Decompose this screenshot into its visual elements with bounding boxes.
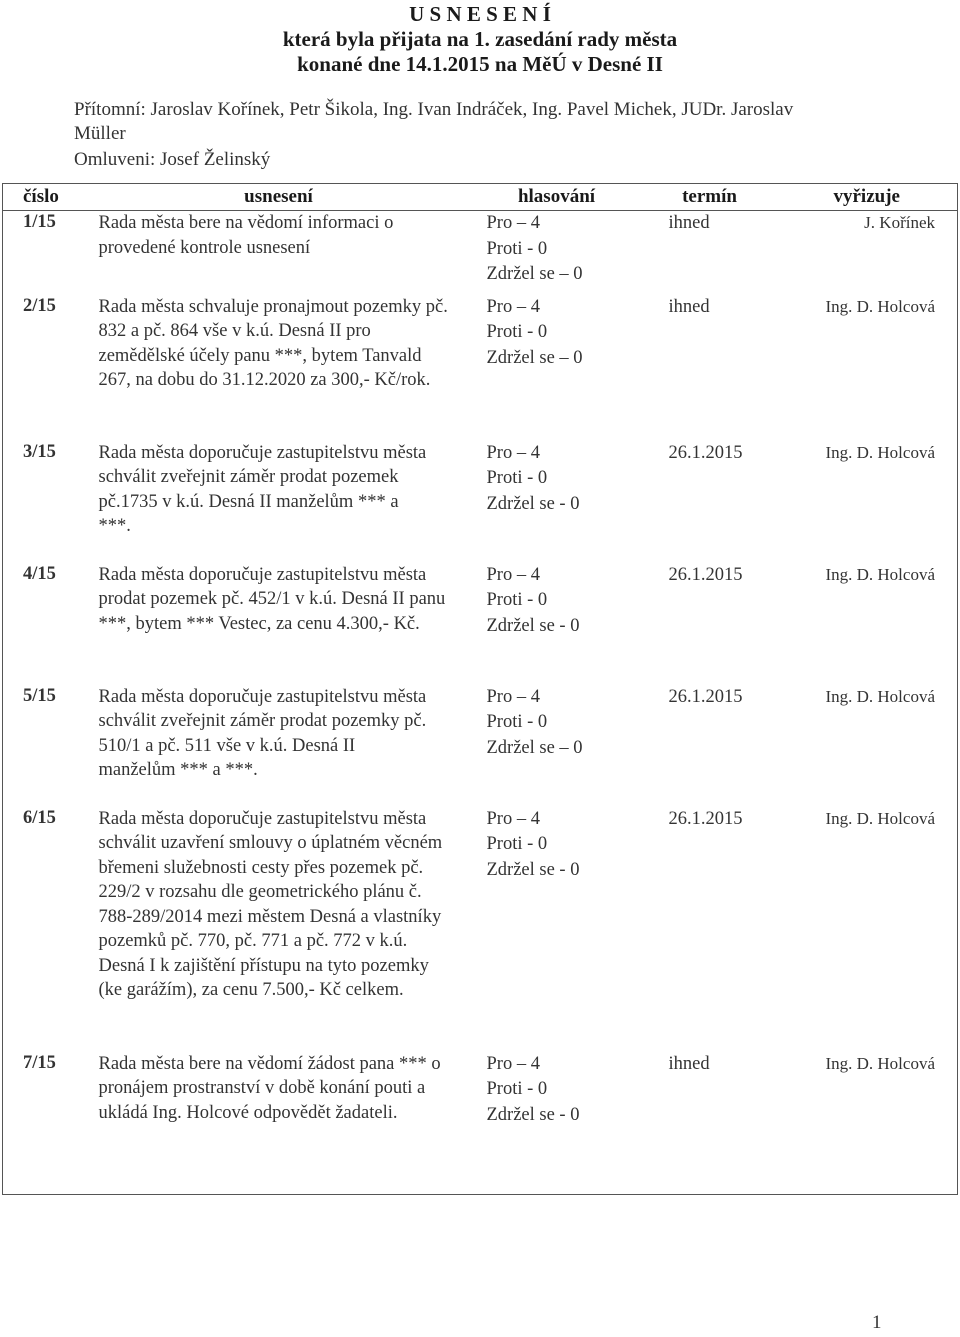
votes-for: Pro – 4 (486, 442, 540, 463)
resolution-votes (471, 807, 643, 1052)
resolution-votes (471, 685, 643, 807)
votes-abstain: Zdržel se - 0 (486, 859, 580, 880)
table-row (3, 1052, 958, 1195)
votes-abstain: Zdržel se – 0 (486, 347, 583, 368)
resolution-text: Rada města doporučuje zastupitelstvu města schválit uzavření smlouvy o úplatném věcném břemeni služebnosti cesty přes pozemek pč. 229/2 v rozsahu dle geometrického plánu č. 788-289/2014 mezi městem Desná a vlastníky pozemků pč. 770, pč. 771 a pč. 772 v k.ú. Desná I k zajištění přístupu na tyto pozemky (ke garážím), za cenu 7.500,- Kč celkem. (98, 808, 443, 1000)
votes-against: Proti - 0 (486, 834, 548, 854)
votes-for: Pro – 4 (486, 808, 540, 829)
resolution-number: 6/15 (23, 807, 56, 828)
resolution-text: Rada města doporučuje zastupitelstvu města prodat pozemek pč. 452/1 v k.ú. Desná II panu ***, bytem *** Vestec, za cenu 4.300,- Kč. (98, 564, 446, 634)
resolution-text: Rada města schvaluje pronajmout pozemky pč. 832 a pč. 864 vše v k.ú. Desná II pro zemědělské účely panu ***, bytem Tanvald 267, na dobu do 31.12.2020 za 300,- Kč/rok. (98, 296, 448, 390)
votes-against: Proti - 0 (486, 468, 548, 488)
resolution-votes (471, 563, 643, 685)
table-row (3, 211, 958, 295)
table-row (3, 685, 958, 807)
resolution-deadline: 26.1.2015 (668, 808, 743, 829)
resolution-deadline: ihned (668, 1053, 710, 1074)
document-subtitle: která byla přijata na 1. zasedání rady města (282, 27, 678, 51)
votes-for: Pro – 4 (486, 686, 540, 707)
header-resolution: usnesení (87, 184, 471, 211)
resolution-responsible: Ing. D. Holcová (825, 808, 935, 828)
resolution-deadline: 26.1.2015 (668, 442, 743, 463)
present-members: Přítomní: Jaroslav Kořínek, Petr Šikola, Ing. Ivan Indráček, Ing. Pavel Michek, JUDr. Jaroslav (74, 99, 794, 120)
table-header-row (3, 184, 958, 211)
votes-against: Proti - 0 (486, 590, 548, 610)
votes-for: Pro – 4 (486, 213, 540, 233)
votes-abstain: Zdržel se - 0 (486, 493, 580, 514)
resolution-votes (471, 211, 643, 295)
resolution-number: 7/15 (23, 1052, 56, 1073)
votes-abstain: Zdržel se – 0 (486, 264, 583, 284)
present-members-cont: Müller (74, 123, 126, 144)
votes-against: Proti - 0 (486, 1079, 548, 1099)
votes-for: Pro – 4 (486, 564, 540, 585)
resolution-deadline: ihned (668, 296, 710, 317)
votes-for: Pro – 4 (486, 1053, 540, 1074)
votes-abstain: Zdržel se - 0 (486, 1104, 580, 1125)
votes-abstain: Zdržel se - 0 (486, 615, 580, 636)
resolution-text: Rada města doporučuje zastupitelstvu města schválit zveřejnit záměr prodat pozemek pč.1735 v k.ú. Desná II manželům *** a ***. (98, 442, 427, 536)
resolution-deadline: ihned (668, 213, 710, 233)
resolution-number: 4/15 (23, 563, 56, 584)
header-voting: hlasování (471, 184, 643, 211)
resolution-deadline: 26.1.2015 (668, 686, 743, 707)
meeting-info: konané dne 14.1.2015 na MěÚ v Desné II (297, 52, 663, 76)
document-title: U S N E S E N Í (409, 2, 551, 26)
resolution-responsible: Ing. D. Holcová (825, 564, 935, 584)
resolution-text: Rada města bere na vědomí žádost pana *** o pronájem prostranství v době konání pouti a ukládá Ing. Holcové odpovědět žadateli. (98, 1053, 441, 1123)
resolutions-table (2, 183, 958, 1195)
page-number: 1 (872, 1312, 882, 1333)
resolution-number: 3/15 (23, 441, 56, 462)
votes-for: Pro – 4 (486, 296, 540, 317)
resolution-responsible: Ing. D. Holcová (825, 1053, 935, 1073)
header-deadline: termín (643, 184, 777, 211)
resolution-responsible: Ing. D. Holcová (825, 296, 935, 316)
resolution-votes (471, 295, 643, 441)
resolution-deadline: 26.1.2015 (668, 564, 743, 585)
votes-against: Proti - 0 (486, 238, 548, 259)
excused-members: Omluveni: Josef Želinský (74, 149, 271, 170)
table-row (3, 807, 958, 1052)
table-row (3, 563, 958, 685)
resolution-responsible: Ing. D. Holcová (825, 442, 935, 462)
resolution-votes (471, 1052, 643, 1195)
table-row (3, 295, 958, 441)
resolution-number: 5/15 (23, 685, 56, 706)
resolution-text: Rada města bere na vědomí informaci o provedené kontrole usnesení (98, 213, 394, 258)
resolution-text: Rada města doporučuje zastupitelstvu města schválit zveřejnit záměr prodat pozemky pč. 510/1 a pč. 511 vše v k.ú. Desná II manželům *** a ***. (98, 686, 427, 780)
header-number: číslo (3, 184, 87, 211)
votes-abstain: Zdržel se – 0 (486, 737, 583, 758)
votes-against: Proti - 0 (486, 712, 548, 732)
votes-against: Proti - 0 (486, 322, 548, 342)
resolution-number: 1/15 (23, 212, 56, 232)
table-row (3, 441, 958, 563)
header-responsible: vyřizuje (777, 184, 958, 211)
resolution-votes (471, 441, 643, 563)
resolution-responsible: J. Kořínek (864, 213, 935, 232)
resolution-responsible: Ing. D. Holcová (825, 686, 935, 706)
resolution-number: 2/15 (23, 295, 56, 316)
